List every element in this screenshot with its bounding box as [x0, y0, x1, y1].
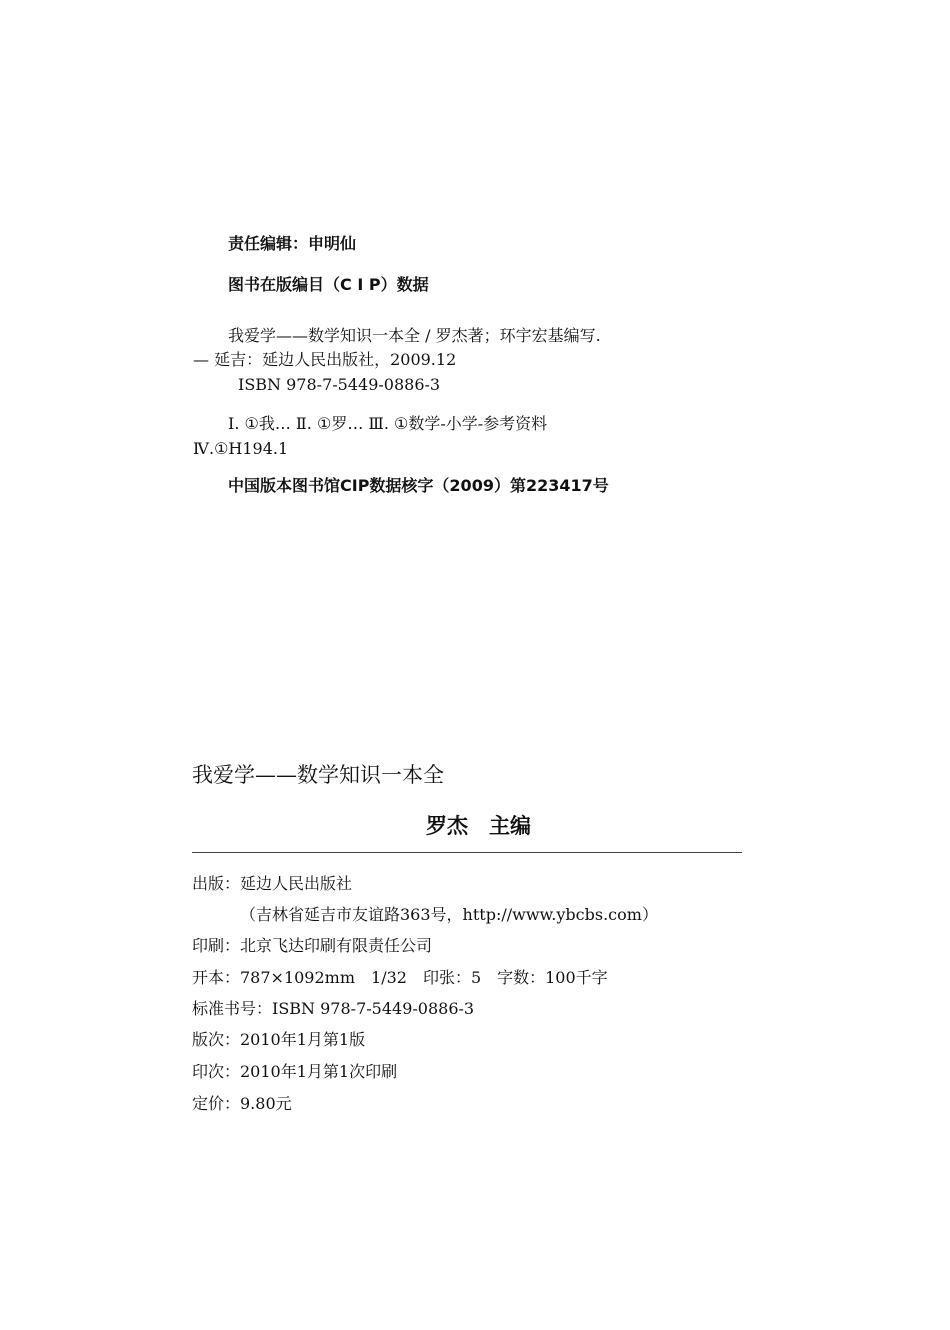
divider-rule [192, 852, 742, 853]
format-line: 开本：787×1092mm 1/32 印张：5 字数：100千字 [192, 968, 608, 987]
cip-entry-line-3: ISBN 978-7-5449-0886-3 [238, 375, 441, 394]
price-line: 定价：9.80元 [192, 1094, 292, 1113]
cip-subject-line-2: Ⅳ.①H194.1 [193, 439, 289, 458]
edition-line: 版次：2010年1月第1版 [192, 1030, 366, 1049]
cip-subject-line-1: Ⅰ. ①我… Ⅱ. ①罗… Ⅲ. ①数学-小学-参考资料 [228, 414, 548, 433]
publisher-address: （吉林省延吉市友谊路363号，http://www.ybcbs.com） [240, 905, 658, 924]
cip-entry-line-2: — 延吉：延边人民出版社，2009.12 [193, 350, 457, 369]
cip-heading: 图书在版编目（C I P）数据 [228, 275, 429, 294]
book-author: 罗杰 主编 [426, 814, 531, 838]
publisher-line: 出版：延边人民出版社 [192, 874, 353, 893]
isbn-line: 标准书号：ISBN 978-7-5449-0886-3 [192, 999, 475, 1018]
book-title: 我爱学——数学知识一本全 [192, 763, 444, 787]
responsible-editor: 责任编辑：申明仙 [228, 234, 357, 253]
printer-line: 印刷：北京飞达印刷有限责任公司 [192, 936, 433, 955]
cip-entry-line-1: 我爱学——数学知识一本全 / 罗杰著；环宇宏基编写. [228, 326, 601, 345]
printing-line: 印次：2010年1月第1次印刷 [192, 1062, 398, 1081]
cip-record-number: 中国版本图书馆CIP数据核字（2009）第223417号 [228, 476, 609, 495]
